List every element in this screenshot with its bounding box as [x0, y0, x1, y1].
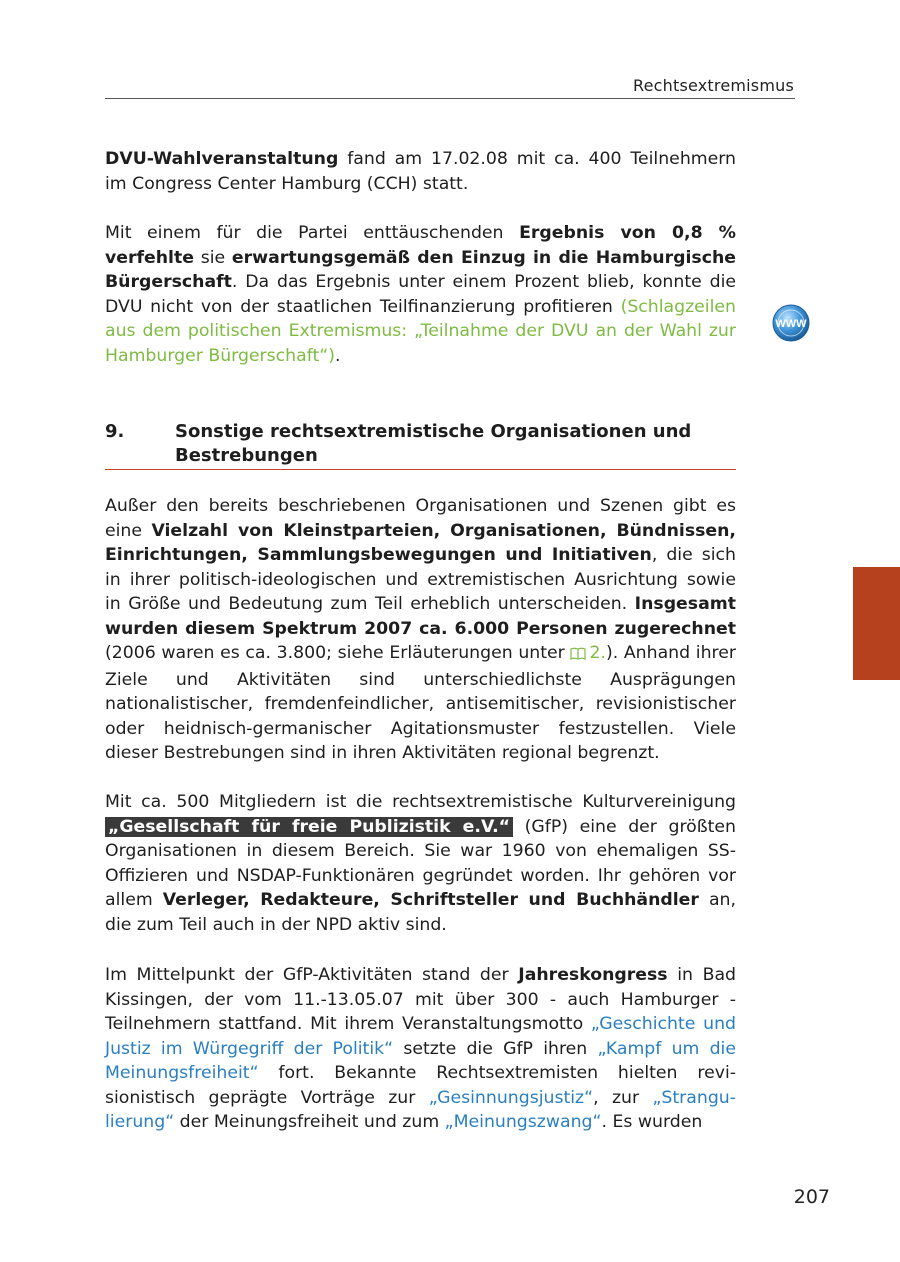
header-divider	[105, 98, 795, 99]
section-title: Sonstige rechtsextremistische Organisationen und Bestrebungen	[175, 421, 692, 466]
paragraph-election-result: Mit einem für die Partei enttäuschenden Ergebnis von 0,8 % verfehlte sie erwartungsgemäß den Einzug in die Hamburgische Bürgerschaft. Da das Ergebnis unter einem Prozent blieb, konnte die DVU nicht von der staatlichen Teilfinanzierung profitieren (Schlagzeilen aus dem politischen Extremismus: „Teilnahme der DVU an der Wahl zur Hamburger Bürgerschaft“).	[105, 223, 736, 366]
running-header: Rechtsextremismus	[633, 76, 794, 95]
cross-reference-link[interactable]: 2.	[570, 643, 606, 663]
paragraph-gfp-congress: Im Mittelpunkt der GfP-Aktivitäten stand der Jahreskongress in Bad Kissingen, der vom 11.-13.05.07 mit über 300 - auch Hamburger - Teilnehmern stattfand. Mit ihrem Veranstaltungsmotto „Geschichte und Justiz im Würgegriff der Politik“ setzte die GfP ihren „Kampf um die Meinungsfreiheit“ fort. Bekannte Rechtsextremisten hielten revisionistisch geprägte Vorträge zur „Gesinnungsjustiz“, zur „Strangulierung“ der Meinungsfreiheit und zum „Meinungszwang“. Es wurden	[105, 965, 737, 1132]
chapter-tab-marker	[853, 567, 900, 680]
quote-strangulierung: „Strangulierung“	[105, 1087, 736, 1132]
highlighted-organisation-name: „Gesellschaft für freie Publizistik e.V.“	[105, 817, 513, 837]
book-icon	[570, 643, 586, 668]
paragraph-organisations: Außer den bereits beschriebenen Organisationen und Szenen gibt es eine Vielzahl von Kleinstparteien, Organisationen, Bündnissen, Einrichtungen, Sammlungsbewegungen und Initiativen, die sich in ihrer politisch-ideologischen und extremistischen Ausrichtung sowie in Größe und Bedeutung zum Teil erheblich unterscheiden. Insgesamt wurden diesem Spektrum 2007 ca. 6.000 Personen zugerechnet (2006 waren es ca. 3.800; siehe Erläuterungen unter 2.). Anhand ihrer Ziele und Aktivitäten sind unterschiedlichste Ausprägungen nationalistischer, fremdenfeindlicher, antisemitischer, revisionistischer oder heidnisch-germanischer Agitationsmuster festzustellen. Viele dieser Bestrebungen sind in ihren Aktivitäten regional begrenzt.	[105, 496, 736, 763]
quote-meinungszwang: „Meinungszwang“	[444, 1112, 602, 1132]
page-number: 207	[793, 1186, 830, 1208]
quote-gesinnungsjustiz: „Gesinnungsjustiz“	[428, 1087, 594, 1108]
quote-kampf: „Kampf um die Meinungsfreiheit“	[105, 1038, 736, 1083]
svg-text:WWW: WWW	[775, 318, 807, 330]
headlines-link[interactable]: (Schlagzeilen aus dem politischen Extremismus: „Teilnahme der DVU an der Wahl zur Hamburger Bürgerschaft“)	[105, 296, 736, 366]
section-divider	[105, 469, 736, 470]
paragraph-dvu-event: DVU-Wahlveranstaltung fand am 17.02.08 mit ca. 400 Teilnehmern im Congress Center Hamburg (CCH) statt.	[105, 149, 736, 194]
section-number: 9.	[105, 421, 125, 442]
paragraph-gfp: Mit ca. 500 Mitgliedern ist die rechtsextremistische Kulturvereinigung „Gesellschaft für freie Publizistik e.V.“ (GfP) eine der größten Organisationen in diesem Bereich. Sie war 1960 von ehemaligen SS-Offizieren und NSDAP-Funktionären gegründet worden. Ihr gehören vor allem Verleger, Redakteure, Schriftsteller und Buchhändler an, die zum Teil auch in der NPD aktiv sind.	[105, 792, 736, 935]
quote-motto: „Geschichte und Justiz im Würgegriff der Politik“	[105, 1014, 736, 1059]
www-globe-icon[interactable]	[772, 304, 810, 342]
